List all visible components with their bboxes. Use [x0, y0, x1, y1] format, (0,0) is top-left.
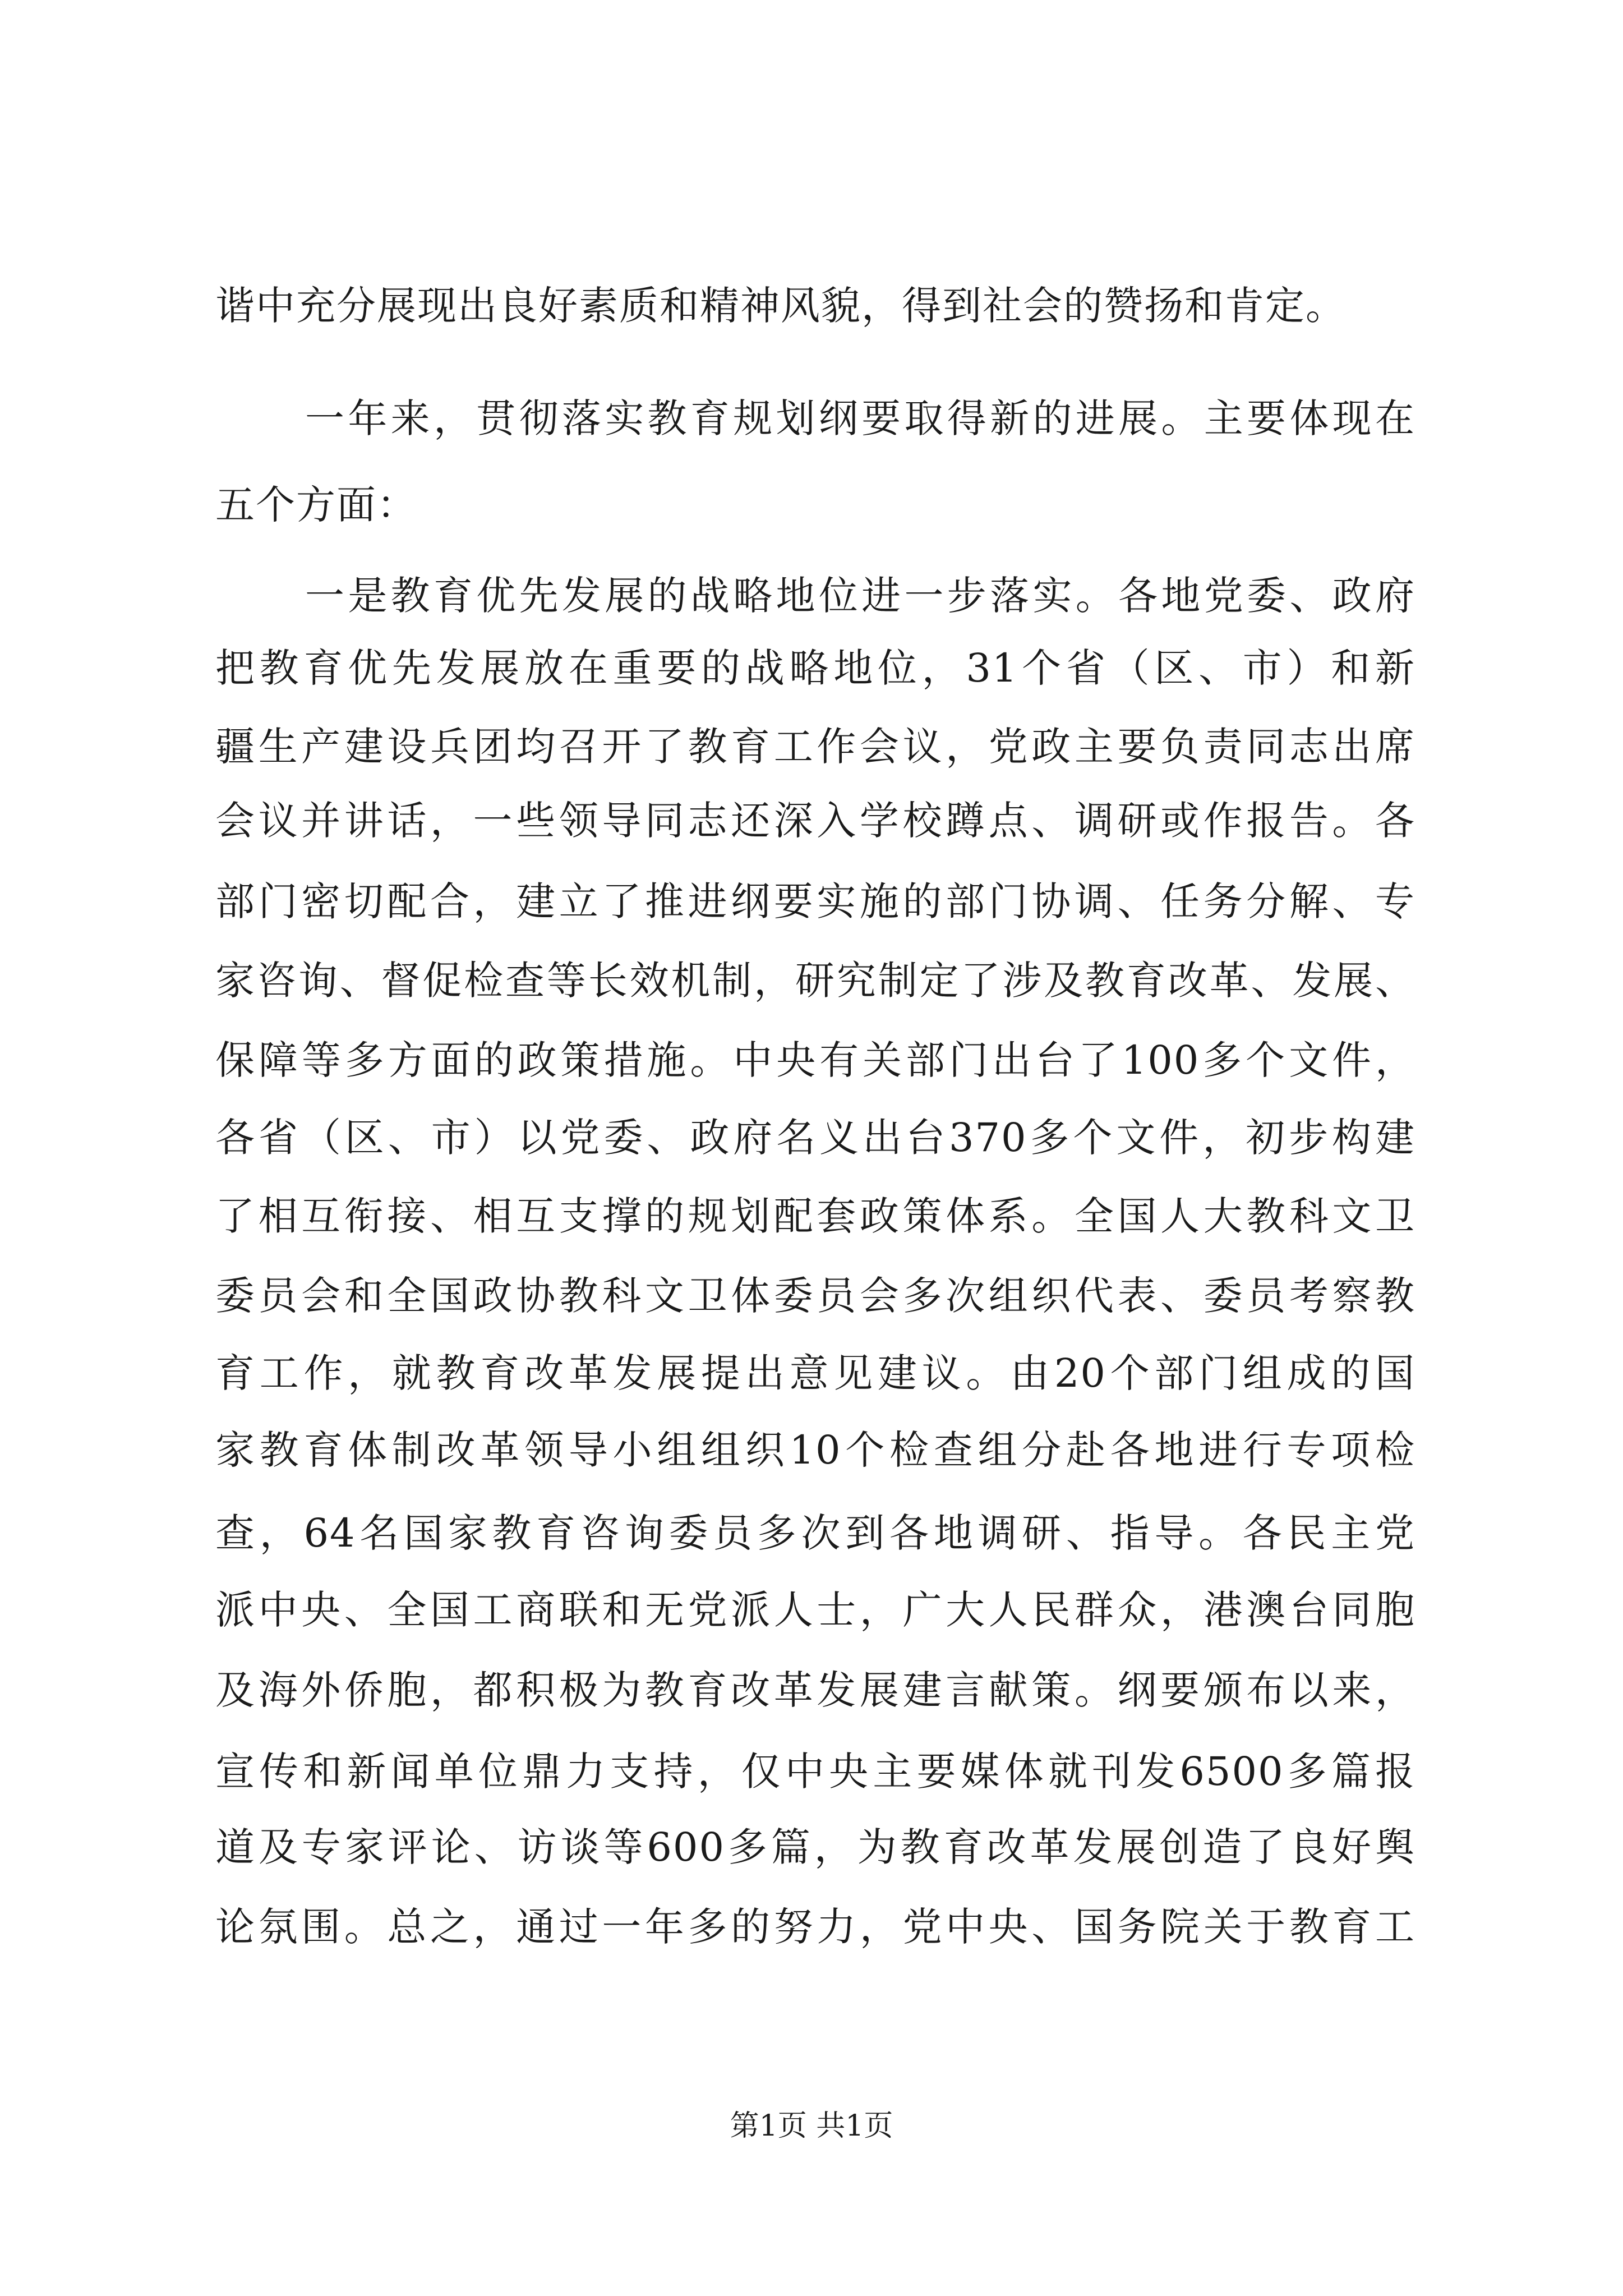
text-line-19: 宣传和新闻单位鼎力支持，仅中央主要媒体就刊发6500多篇报 — [215, 1749, 1415, 1795]
text-line-20: 道及专家评论、访谈等600多篇，为教育改革发展创造了良好舆 — [215, 1824, 1415, 1870]
text-line-11: 各省（区、市）以党委、政府名义出台370多个文件，初步构建 — [215, 1115, 1415, 1161]
text-line-12: 了相互衔接、相互支撑的规划配套政策体系。全国人大教科文卫 — [215, 1193, 1415, 1239]
text-line-7: 会议并讲话，一些领导同志还深入学校蹲点、调研或作报告。各 — [215, 798, 1415, 844]
text-line-2: 一年来，贯彻落实教育规划纲要取得新的进展。主要体现在 — [305, 395, 1415, 441]
text-line-10: 保障等多方面的政策措施。中央有关部门出台了100多个文件， — [215, 1037, 1415, 1083]
text-line-6: 疆生产建设兵团均召开了教育工作会议，党政主要负责同志出席 — [215, 724, 1415, 770]
text-line-16: 查，64名国家教育咨询委员多次到各地调研、指导。各民主党 — [215, 1510, 1415, 1556]
text-line-9: 家咨询、督促检查等长效机制，研究制定了涉及教育改革、发展、 — [215, 958, 1415, 1004]
text-line-3: 五个方面： — [215, 482, 417, 528]
text-line-17: 派中央、全国工商联和无党派人士，广大人民群众，港澳台同胞 — [215, 1587, 1415, 1633]
text-line-15: 家教育体制改革领导小组组织10个检查组分赴各地进行专项检 — [215, 1427, 1415, 1473]
text-line-14: 育工作，就教育改革发展提出意见建议。由20个部门组成的国 — [215, 1350, 1415, 1396]
text-line-21: 论氛围。总之，通过一年多的努力，党中央、国务院关于教育工 — [215, 1904, 1415, 1950]
text-line-8: 部门密切配合，建立了推进纲要实施的部门协调、任务分解、专 — [215, 878, 1415, 924]
text-line-1: 谐中充分展现出良好素质和精神风貌，得到社会的赞扬和肯定。 — [215, 283, 1346, 329]
text-line-13: 委员会和全国政协教科文卫体委员会多次组织代表、委员考察教 — [215, 1273, 1415, 1319]
page-footer: 第1页 共1页 — [730, 2109, 893, 2143]
text-line-5: 把教育优先发展放在重要的战略地位，31个省（区、市）和新 — [215, 645, 1415, 691]
text-line-18: 及海外侨胞，都积极为教育改革发展建言献策。纲要颁布以来， — [215, 1667, 1415, 1713]
text-line-4: 一是教育优先发展的战略地位进一步落实。各地党委、政府 — [305, 573, 1415, 619]
